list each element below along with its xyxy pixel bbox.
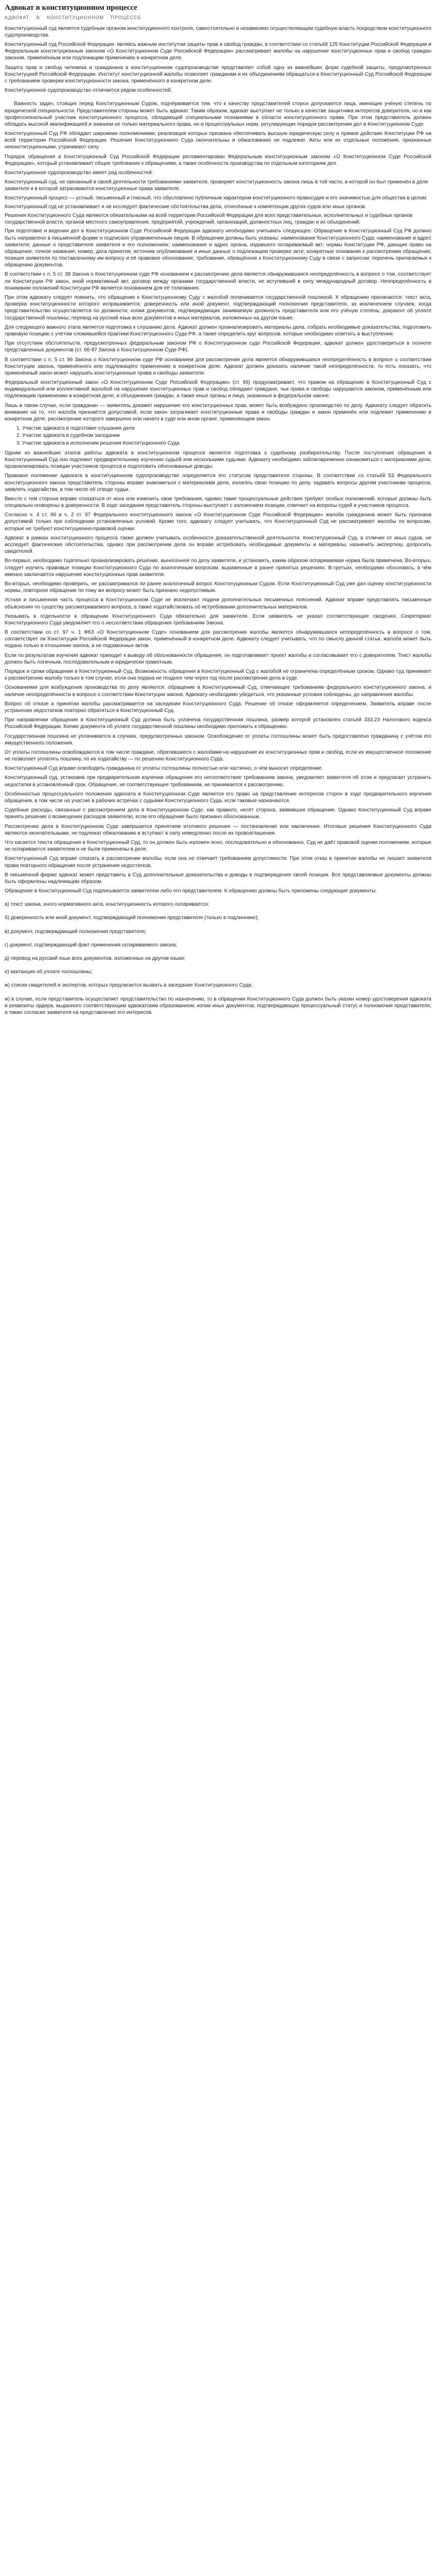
- body-paragraph: Обращение в Конституционный Суд подписывается заявителем либо его представителем. К обращению должны быть приложены следующие документы:: [5, 888, 377, 894]
- document-page: [0, 0, 436, 1025]
- body-paragraph: Адвокат в рамках конституционного процесса также должен учитывать особенности доказательственной деятельности. Конституционный Суд, в отличие от иных судов, не исследует фактические обстоятельства, однако при рассмотрении дела он вправе истребовать необходимые документы и материалы, назначить экспертизу, допросить свидетелей.: [5, 535, 431, 555]
- attachment-item: е) квитанция об уплате госпошлины;: [5, 969, 93, 975]
- spacer: [5, 910, 431, 914]
- intro-paragraph: Конституционный суд Российской Федерации, являясь важным институтом защиты прав и свобод граждан, в соответствии со статьёй 125 Конституции Российской Федерации и Федеральным конституционным законом «О Конституционном Суде Российской Федерации» рассматривает жалобы на нарушение конституционных прав и свобод граждан законом, применённым или подлежащим применению в конкретном деле.: [5, 42, 431, 61]
- spacer: [5, 924, 431, 928]
- body-paragraph: Вместе с тем сторона вправе отказаться от иска или изменить свои требования, однако такие процессуальные действия требуют особых полномочий, которые должны быть специально оговорены в доверенности. В ходе заседания представитель стороны выступает с изложением позиции, отвечает на вопросы судей и участников процесса.: [5, 496, 431, 509]
- body-paragraph: От уплаты госпошлины освобождаются в том числе граждане, обратившиеся с жалобами на нарушение их конституционных прав и свобод, если их имущественное положение не позволяет уплатить пошлину, по их ходатайству — по решению Конституционного Суда.: [5, 749, 431, 762]
- spacer: [5, 978, 431, 982]
- numbered-list: [5, 425, 431, 447]
- body-paragraph: При подготовке и ведении дел в Конституционном Суде Российской Федерации адвокату необходимо учитывать следующее. Обращение в Конституционный Суд РФ должно быть направлено в письменной форме и подписано управомоченным лицом. В обращении должны быть указаны: наименование Конституционного Суда; наименование и адрес заявителя; данные о представителе заявителя и его полномочиях; наименование и адрес органа, издавшего оспариваемый акт; нормы Конституции РФ, дающие право на обращение; точное название, номер, дата принятия, источник опубликования и иные данные о подлежащем проверке акте; конкретные основания к рассмотрению обращения; позиция заявителя по поставленному им вопросу и её правовое обоснование; требование, обращённое к Конституционному Суду в связи с запросом; перечень прилагаемых к обращению документов.: [5, 228, 431, 268]
- attachment-item: б) доверенность или иной документ, подтверждающий полномочия представителя (только в подлиннике);: [5, 915, 259, 921]
- body-paragraph: Важность задач, стоящих перед Конституционным Судом, подчёркивается тем, что к качеству представителей сторон допускаются лица, имеющие учёную степень по юридической специальности. Представителем стороны может быть адвокат. Таким образом, адвокат выступает не только в качестве защитника интересов доверителя, но и как профессиональный участник конституционного процесса, обладающий специальными познаниями в области конституционного права. При этом представитель должен обладать высокой квалификацией и знанием не только материального права, но и процессуальных норм, регулирующих порядок рассмотрения дел в Конституционном Суде.: [5, 101, 431, 127]
- body-paragraph: При этом адвокату следует помнить, что обращение к Конституционному Суду с жалобой оплачивается государственной пошлиной. К обращению прилагаются: текст акта, проверка конституционности которого испрашивается; доверенность или иной документ, подтверждающий полномочия представителя, за исключением случаев, когда представительство осуществляется по должности; копии документов, подтверждающих занимаемую должность представителя или его учёную степень; документ об уплате государственной пошлины; перевод на русский язык всех документов и иных материалов, изложенных на другом языке.: [5, 295, 431, 321]
- body-paragraph: Одним из важнейших этапов работы адвоката в конституционном процессе является подготовка к судебному разбирательству. После поступления обращения в Конституционный Суд оно подлежит предварительному изучению судьёй или несколькими судьями. Адвокату необходимо заблаговременно ознакомиться с материалами дела, проанализировать позиции участников процесса и подготовить обоснованные доводы.: [5, 450, 431, 470]
- body-paragraph: Особенностью процессуального положения адвоката в Конституционном Суде является его право на представление интересов сторон в ходе предварительного изучения обращения, в том числе на участие в рабочих встречах с судьями Конституционного Суда, если таковые назначаются.: [5, 791, 431, 804]
- body-paragraph: Государственная пошлина не уплачивается в случаях, предусмотренных законом. Освобождение от уплаты госпошлины может быть предоставлено гражданину с учётом его имущественного положения.: [5, 733, 431, 746]
- list-item: Конституционный процесс — устный, письменный и гласный, что обусловлено публичным характером конституционного правосудия и его значимостью для общества в целом.: [5, 195, 428, 201]
- body-paragraph: Порядок и сроки обращения в Конституционный Суд. Возможность обращения в Конституционный Суд с жалобой не ограничена определённым сроком. Однако суд принимает к рассмотрению жалобу только в том случае, если она подана не позднее чем через год после рассмотрения дела в суде.: [5, 669, 431, 682]
- list-item: Конституционный суд не устанавливает и не исследует фактические обстоятельства дела, отнесённые к компетенции других судов или иных органов.: [5, 204, 367, 210]
- intro-paragraph: Защита прав и свобод человека и гражданина в конституционном судопроизводстве представляет собой одну из важнейших форм судебной защиты, предусмотренных Конституцией Российской Федерации. Институт конституционной жалобы позволяет гражданам и их объединениям обращаться в Конституционный Суд Российской Федерации с требованием проверки конституционности закона, применённого в конкретном деле.: [5, 64, 431, 84]
- list-item: Решения Конституционного Суда являются обязательными на всей территории Российской Федерации для всех представительных, исполнительных и судебных органов государственной власти, органов местного самоуправления, предприятий, учреждений, организаций, должностных лиц, граждан и их объединений.: [5, 212, 413, 226]
- body-paragraph: В соответствии со ст. 97 ч. 1 ФКЗ «О Конституционном Суде» основанием для рассмотрения жалобы является обнаружившаяся неопределённость в вопросе о том, соответствует ли Конституции Российской Федерации закон, применённый в конкретном деле. Адвокату следует учитывать, что по смыслу данной статьи, жалоба может быть подана только в отношении закона, а не подзаконных актов.: [5, 630, 431, 649]
- attachment-item: а) текст закона, иного нормативного акта, конституционность которого оспаривается;: [5, 902, 210, 908]
- attachment-item: г) документ, подтверждающий факт применения оспариваемого закона;: [5, 942, 178, 948]
- body-paragraph: Конституционный Суд РФ обладает широкими полномочиями, реализация которых призвана обеспечивать высшую юридическую силу и прямое действие Конституции РФ на всей территории Российской Федерации. Решения Конституционного Суда окончательны и обжалованию не подлежат. Акты или их отдельные положения, признанные неконституционными, утрачивают силу.: [5, 131, 431, 150]
- page-title: Адвокат в конституционном процессе: [5, 4, 137, 12]
- list-item: 2. Участие адвоката в судебном заседании: [22, 432, 431, 439]
- body-paragraph: Если по результатам изучения адвокат приходит к выводу об обоснованности обращения, он подготавливает проект жалобы и согласовывает его с доверителем. Текст жалобы должен быть логичным, последовательным и юридически грамотным.: [5, 652, 431, 665]
- page-subtitle: [5, 15, 431, 21]
- intro-paragraph: Конституционное судопроизводство отличается рядом особенностей.: [5, 88, 172, 94]
- body-paragraph: Устная и письменная часть процесса в Конституционном Суде не исключают подачи дополнительных письменных пояснений. Адвокат вправе представлять письменные объяснения по существу рассматриваемого вопроса, а также ходатайствовать об истребовании дополнительных материалов.: [5, 597, 431, 610]
- body-paragraph: Основаниями для возбуждения производства по делу являются: обращение в Конституционный Суд, отвечающее требованиям федерального конституционного закона, и наличие неопределённости в вопросе о соответствии Конституции закона. Адвокату необходимо убедиться, что указанные условия соблюдены, до направления жалобы.: [5, 685, 431, 698]
- body-paragraph: Правовое положение адвоката в конституционном судопроизводстве определяется его статусом представителя стороны. В соответствии со статьёй 53 Федерального конституционного закона представитель стороны вправе знакомиться с материалами дела, излагать свою позицию по делу, задавать вопросы другим участникам процесса, заявлять ходатайства, в том числе об отводе судьи.: [5, 473, 431, 493]
- body-paragraph: Лишь в таком случае, если гражданин — заявитель докажет нарушение его конституционных прав, может быть возбуждено производство по делу. Адвокату следует обратить внимание на то, что жалоба признаётся допустимой, если закон затрагивает конституционные права и свободы граждан и закон применён или подлежит применению в конкретном деле, рассмотрение которого завершено или начато в суде или ином органе, применяющем закон.: [5, 402, 431, 422]
- spacer: [5, 992, 431, 996]
- body-paragraph: Согласно ч. 4 ст. 96 и ч. 2 ст. 97 Федерального конституционного закона «О Конституционном Суде Российской Федерации» жалоба гражданина может быть признана допустимой только при соблюдении установленных условий. Кроме того, адвокату следует учитывать, что Конституционный Суд не рассматривает жалобы по вопросам, которые не требуют конституционно-правовой оценки.: [5, 512, 431, 532]
- body-paragraph: Судебные расходы, связанные с рассмотрением дела в Конституционном Суде, как правило, несёт сторона, заявившая обращение. Однако Конституционный Суд вправе принять решение о возмещении расходов заявителю, если его обращение было признано обоснованным.: [5, 807, 431, 820]
- subtitle-word: КОНСТИТУЦИОННОМ: [47, 14, 104, 20]
- body-paragraph: В соответствии с п. 5 ст. 38 Закона о Конституционном суде РФ основанием к рассмотрению дела является обнаружившаяся неопределённость в вопросе о том, соответствует ли Конституции РФ закон, иной нормативный акт, договор между органами государственной власти, не вступивший в силу международный договор. Неопределённость в понимании положений Конституции РФ является основанием для её толкования.: [5, 272, 431, 291]
- body-paragraph: Вопрос об отказе в принятии жалобы рассматривается на заседании Конституционного Суда. Решение об отказе оформляется определением. Заявитель вправе после устранения недостатков повторно обратиться в Конституционный Суд.: [5, 701, 431, 714]
- spacer: [5, 951, 431, 955]
- body-paragraph: В соответствии с п. 5 ст. 96 Закона о Конституционном суде РФ основанием для рассмотрения дела является обнаружившаяся неопределённость в вопросе о соответствии Конституции закона, применённого или подлежащего применению в конкретном деле. Адвокат должен доказать наличие такой неопределённости, то есть показать, что применённый закон может нарушать конституционные права и свободы заявителя.: [5, 357, 431, 376]
- spacer: [5, 964, 431, 969]
- body-paragraph: Для следующего важного этапа является подготовка к слушанию дела. Адвокат должен проанализировать материалы дела, собрать необходимые доказательства, подготовить правовую позицию с учётом сложившейся практики Конституционного Суда РФ, а также определить круг вопросов, которые необходимо осветить в выступлении.: [5, 324, 431, 337]
- closing-paragraph: ж) в случае, если представитель осуществляет представительство по назначению, то в обращении Конституционного Суда должен быть указан номер удостоверения адвоката и реквизиты ордера, выданного соответствующим адвокатским образованием; копии иных документов, подтверждающих процессуальный статус и полномочия представителя, а также согласие заявителя на представление его интересов.: [5, 996, 431, 1015]
- attachment-item: в) документ, подтверждающий полномочия представителя;: [5, 928, 147, 935]
- subtitle-word: В: [36, 14, 40, 20]
- spacer: [5, 897, 431, 901]
- subtitle-word: ПРОЦЕССЕ: [111, 14, 142, 20]
- list-item: 1. Участие адвоката в подготовке слушания дела: [22, 425, 431, 432]
- body-paragraph: Указывать в отдельности в обращении Конституционного Суда обязательно для заявителя. Если заявитель не указал соответствующие сведения, Секретариат Конституционного Суда уведомляет его о несоответствии обращения требованиям Закона.: [5, 613, 431, 626]
- attachment-item: д) перевод на русский язык всех документов, изложенных на другом языке;: [5, 956, 186, 962]
- list-item: 3. Участие адвоката в исполнении решения Конституционного Суда: [22, 440, 431, 447]
- body-paragraph: Конституционный Суд вправе освободить гражданина от уплаты госпошлины полностью или частично, о чём выносит определение.: [5, 766, 323, 772]
- body-paragraph: Конституционный суд, установив при предварительном изучении обращения его несоответствие требованиям закона, уведомляет заявителя об этом и предлагает устранить недостатки в установленный срок. Обращение, не соответствующее требованиям, не принимается к рассмотрению.: [5, 775, 431, 788]
- body-paragraph: Федеральный конституционный закон «О Конституционном Суде Российской Федерации» (ст. 96) предусматривает, что правом на обращение в Конституционный Суд с индивидуальной или коллективной жалобой на нарушение конституционных прав и свобод обладают граждане, чьи права и свободы нарушаются законом, применённым или подлежащим применению в конкретном деле, и объединения граждан, а также иные органы и лица, указанные в федеральном законе.: [5, 380, 431, 399]
- body-paragraph: Во-первых, необходимо тщательно проанализировать решение, вынесенное по делу заявителя, и установить, каким образом оспариваемая норма была применена. Во-вторых, следует изучить правовые позиции Конституционного Суда по аналогичным вопросам, выраженные в ранее принятых решениях. В-третьих, необходимо обосновать, в чём именно заключается нарушение конституционных прав заявителя.: [5, 558, 431, 578]
- intro-paragraph: Конституционный суд является судебным органом конституционного контроля, самостоятельно и независимо осуществляющим судебную власть посредством конституционного судопроизводства.: [5, 25, 431, 38]
- spacer: [5, 938, 431, 942]
- list-item: Конституционный суд, не связанный в своей деятельности требованиями заявителя, проверяет конституционность закона лишь в той части, в которой он был применён в деле заявителя и в которой затрагиваются конституционные права заявителя.: [5, 179, 428, 192]
- body-paragraph: Конституционное судопроизводство имеет ряд особенностей:: [5, 170, 153, 176]
- attachment-item: ж) списки свидетелей и экспертов, которых предлагается вызвать в заседание Конституционного Суда;: [5, 982, 253, 989]
- body-paragraph: Порядок обращения в Конституционный Суд Российской Федерации регламентирован Федеральным конституционным законом «О Конституционном Суде Российской Федерации», который устанавливает общие требования к обращениям, а также особенности производства по отдельным категориям дел.: [5, 154, 431, 166]
- body-paragraph: При отсутствии обстоятельств, предусмотренных федеральным законом РФ о Конституционном суде Российской Федерации, адвокат должен удостовериться в полноте представленных документов (ст. 96-97 Закона о Конституционном Суде РФ).: [5, 341, 431, 353]
- body-paragraph: В письменной форме адвокат может представить в Суд дополнительные доказательства и доводы в подтверждение своей позиции. Все представляемые документы должны быть оформлены надлежащим образом.: [5, 872, 431, 885]
- body-paragraph: Конституционный Суд вправе отказать в рассмотрении жалобы, если она не отвечает требованиям допустимости. При этом отказ в принятии жалобы не лишает заявителя права повторного обращения после устранения недостатков.: [5, 856, 431, 869]
- spacer: [5, 96, 431, 100]
- body-paragraph: Во-вторых, необходимо проверить, не рассматривался ли ранее аналогичный вопрос Конституционным Судом. Если Конституционный Суд уже дал оценку конституционности нормы, повторное обращение по тому же вопросу может быть признано недопустимым.: [5, 581, 431, 594]
- subtitle-word: АДВОКАТ: [5, 14, 30, 20]
- body-paragraph: Что касается текста обращения в Конституционный Суд, то он должен быть изложен ясно, последовательно и обоснованно. Суд не даёт правовой оценки положениям, которые не оспариваются заявителем и не были применены в деле.: [5, 839, 431, 853]
- body-paragraph: Рассмотрение дела в Конституционном Суде завершается принятием итогового решения — постановления или заключения. Итоговые решения Конституционного Суда являются окончательными, не подлежат обжалованию и вступают в силу немедленно после их провозглашения.: [5, 823, 431, 836]
- body-paragraph: При направлении обращения в Конституционный Суд должна быть уплачена государственная пошлина, размер которой установлен статьёй 333.23 Налогового кодекса Российской Федерации. Копию документа об уплате государственной пошлины необходимо приложить к обращению.: [5, 717, 431, 730]
